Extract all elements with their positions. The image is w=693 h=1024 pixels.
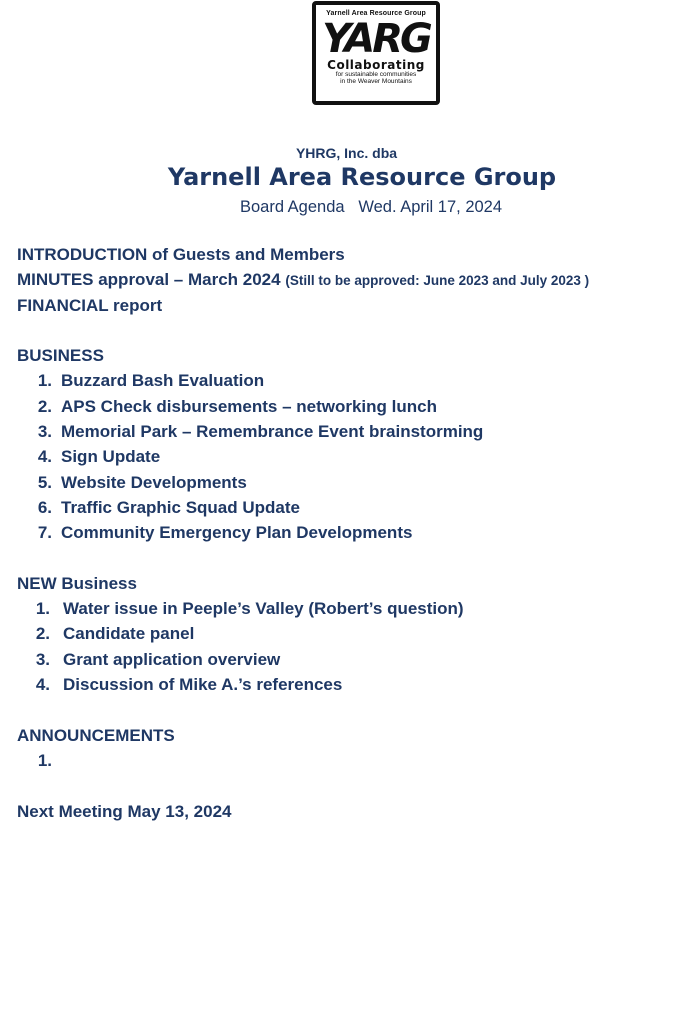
new-business-list — [17, 596, 687, 697]
list-item: 2. Candidate panel — [35, 624, 195, 644]
minutes-line — [17, 267, 687, 292]
announcements-heading: ANNOUNCEMENTS — [17, 725, 175, 745]
list-item: 1. Buzzard Bash Evaluation — [37, 371, 265, 391]
business-list — [17, 368, 687, 545]
logo-tagline-2: in the Weaver Mountains — [340, 78, 412, 85]
dba-line: YHRG, Inc. dba — [295, 145, 398, 161]
new-business-heading: NEW Business — [17, 573, 137, 593]
announcements-list — [17, 748, 687, 773]
list-item: 1. — [37, 750, 52, 770]
list-item: 4. Discussion of Mike A.’s references — [35, 675, 343, 695]
list-item: 6. Traffic Graphic Squad Update — [37, 497, 300, 517]
minutes-note: (Still to be approved: June 2023 and July 2023 ) — [285, 273, 590, 289]
list-item: 2. APS Check disbursements – networking lunch — [37, 396, 437, 416]
list-item: 5. Website Developments — [37, 472, 247, 492]
list-item: 7. Community Emergency Plan Developments — [37, 523, 413, 543]
logo-org-name: Yarnell Area Resource Group — [326, 10, 426, 17]
agenda-body — [17, 242, 687, 824]
logo-mark: YARG — [322, 16, 430, 62]
page-title: Yarnell Area Resource Group — [167, 163, 557, 191]
financial-line: FINANCIAL report — [17, 295, 163, 315]
list-item: 4. Sign Update — [37, 447, 161, 467]
introduction-line: INTRODUCTION of Guests and Members — [17, 245, 345, 264]
list-item: 3. Memorial Park – Remembrance Event brainstorming — [37, 422, 484, 442]
list-item: 3. Grant application overview — [35, 649, 281, 669]
minutes-text: MINUTES approval – March 2024 — [17, 270, 286, 290]
next-meeting-line: Next Meeting May 13, 2024 — [17, 801, 232, 821]
list-item: 1. Water issue in Peeple’s Valley (Robert’s question) — [35, 599, 464, 619]
yarg-logo — [312, 1, 440, 105]
logo-tagline-1: for sustainable communities — [335, 71, 417, 78]
agenda-date-line: Board Agenda Wed. April 17, 2024 — [239, 198, 503, 216]
business-heading: BUSINESS — [17, 346, 104, 366]
logo-collaborating: Collaborating — [327, 58, 425, 72]
